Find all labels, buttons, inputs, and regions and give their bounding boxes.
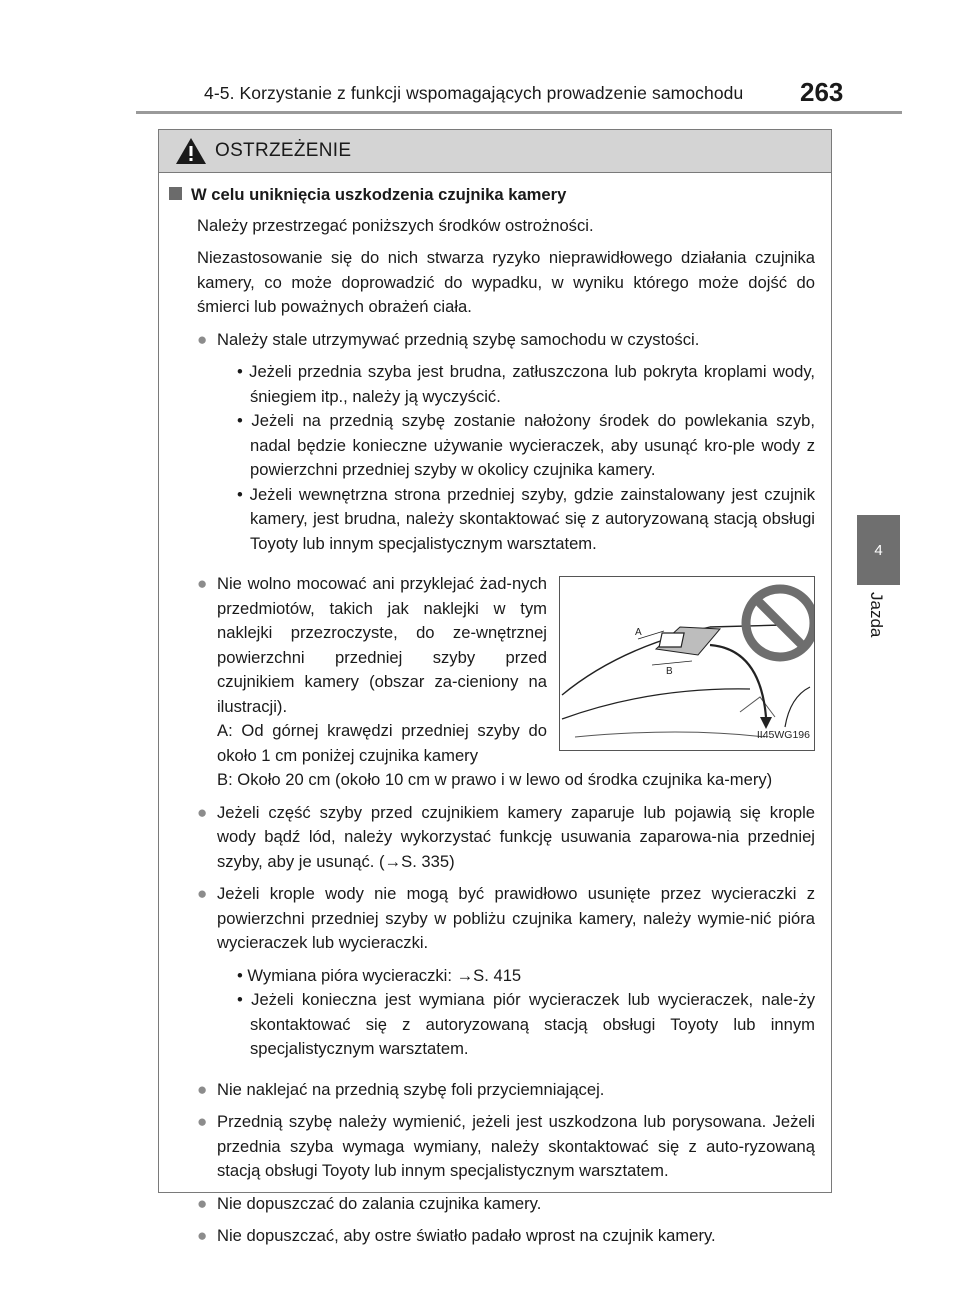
note-b: B: Około 20 cm (około 10 cm w prawo i w lewo od środka czujnika ka-mery) — [217, 770, 773, 789]
bullet-text: Nie wolno mocować ani przyklejać żad-nych przedmiotów, takich jak naklejki w tym naklejki przezroczyste, do ze-wnętrznej powierzchni przedniej szyby przed czujnikiem kamery (obszar za-cieniony na ilustracji). — [217, 574, 547, 716]
bullet-text: Przednią szybę należy wymienić, jeżeli jest uszkodzona lub porysowana. Jeżeli przednia szyba wymaga wymiany, należy skontaktować się z auto-ryzowaną stacją obsługi Toyoty lub innym specjalistycznym warsztatem. — [217, 1112, 815, 1180]
bullet-dot-icon: ● — [197, 329, 208, 349]
list-item — [197, 882, 815, 1070]
bullet-dot-icon: ● — [197, 802, 208, 822]
list-item — [197, 801, 815, 875]
sub-item: • Wymiana pióra wycieraczki: →S. 415 — [237, 965, 522, 985]
bullet-dot-icon: ● — [197, 1193, 208, 1213]
header-divider — [136, 111, 902, 114]
bullet-text: Nie dopuszczać do zalania czujnika kamery. — [217, 1193, 542, 1213]
chapter-number: 4 — [874, 541, 883, 559]
bullet-dot-icon: ● — [197, 884, 208, 903]
section-heading — [169, 183, 815, 208]
bullet-dot-icon: ● — [197, 1079, 208, 1099]
warning-title: OSTRZEŻENIE — [215, 140, 352, 161]
sub-item: • Jeżeli na przednią szybę zostanie nałożony środek do powlekania szyb, nadal będzie konieczne używanie wycieraczek, aby usunąć kro-ple wody z powierzchni przedniej szyby w okolicy czujnika kamery. — [237, 411, 815, 479]
bullet-dot-icon: ● — [197, 1112, 208, 1131]
sub-item: • Jeżeli konieczna jest wymiana piór wycieraczek lub wycieraczek, nale-ży skontaktować się z autoryzowaną stacją obsługi Toyoty lub innym specjalistycznym warsztatem. — [237, 990, 815, 1058]
figure-label-b: B — [666, 666, 673, 677]
risk-text: Niezastosowanie się do nich stwarza ryzyko nieprawidłowego działania czujnika kamery, co może doprowadzić do wypadku, w wyniku którego może dojść do śmierci lub poważnych obrażeń ciała. — [197, 248, 815, 316]
warning-triangle-icon — [175, 137, 207, 165]
running-header: 4-5. Korzystanie z funkcji wspomagających prowadzenie samochodu — [204, 83, 744, 103]
list-item — [197, 1224, 815, 1249]
warning-header — [159, 130, 831, 173]
figure-id: II45WG196 — [756, 728, 810, 741]
chapter-label: Jazda — [867, 592, 886, 638]
list-item — [197, 1192, 815, 1217]
bullet-text: Jeżeli część szyby przed czujnikiem kamery zaparuje lub pojawią się krople wody bądź lód, należy wykorzystać funkcję usuwania zaparowa-nia przedniej szyby, aby je usunąć. (→S. 335) — [217, 802, 815, 871]
bullet-text: Jeżeli krople wody nie mogą być prawidłowo usunięte przez wycieraczki z powierzchni przedniej szyby w pobliżu czujnika kamery, należy wymie-nić pióra wycieraczek lub wycieraczki. — [217, 884, 815, 952]
bullet-text: Nie dopuszczać, aby ostre światło padało wprost na czujnik kamery. — [217, 1226, 716, 1245]
list-item — [197, 572, 815, 793]
warning-body — [159, 173, 831, 1249]
sub-item: • Jeżeli przednia szyba jest brudna, zatłuszczona lub pokryta kroplami wody, śniegiem itp., należy ją wyczyścić. — [237, 362, 815, 406]
bullet-dot-icon: ● — [197, 1226, 208, 1245]
bullet-text: Nie naklejać na przednią szybę foli przyciemniającej. — [217, 1079, 605, 1099]
list-item — [197, 1078, 815, 1103]
bullet-text: Należy stale utrzymywać przednią szybę samochodu w czystości. — [217, 329, 700, 349]
page-number: 263 — [800, 77, 844, 107]
list-item — [197, 1110, 815, 1184]
chapter-tab — [857, 515, 900, 585]
list-item — [197, 328, 815, 565]
warning-box — [158, 129, 832, 1245]
section-title: W celu uniknięcia uszkodzenia czujnika kamery — [191, 185, 567, 204]
square-bullet-icon — [169, 187, 182, 200]
note-a: A: Od górnej krawędzi przedniej szyby do około 1 cm poniżej czujnika kamery — [217, 721, 547, 765]
intro-text: Należy przestrzegać poniższych środków ostrożności. — [197, 215, 594, 235]
sub-item: • Jeżeli wewnętrzna strona przedniej szyby, gdzie zainstalowany jest czujnik kamery, jest brudna, należy skontaktować się z autoryzowaną stacją obsługi Toyoty lub innym specjalistycznym warsztatem. — [237, 484, 815, 553]
windshield-illustration — [559, 576, 815, 751]
figure-label-a: A — [635, 627, 642, 638]
bullet-dot-icon: ● — [197, 574, 208, 593]
